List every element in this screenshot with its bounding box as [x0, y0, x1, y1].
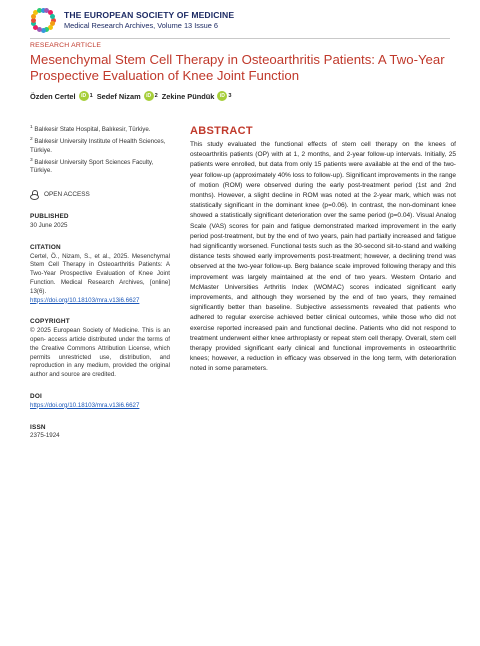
citation-text: Certel, Ö., Nizam, S., et al., 2025. Mesenchymal Stem Cell Therapy in Osteoarthritis Patients: A Two-Year Prospective Evaluation of Knee Joint Function. Medical Research Archives, [online] 13(6). — [30, 252, 170, 295]
citation-doi-link[interactable]: https://doi.org/10.18103/mra.v13i6.6627 — [30, 296, 140, 304]
issn-heading: ISSN — [30, 423, 46, 431]
author-name: Sedef Nizam — [96, 91, 141, 101]
published-heading: PUBLISHED — [30, 213, 69, 221]
copyright-heading: COPYRIGHT — [30, 318, 70, 326]
journal-name: THE EUROPEAN SOCIETY OF MEDICINE — [64, 10, 235, 20]
open-access-label: OPEN ACCESS — [44, 190, 90, 198]
author-name: Özden Certel — [30, 91, 76, 101]
orcid-icon[interactable]: iD — [217, 91, 227, 101]
affiliation: $^1$ Balıkesir State Hospital, Balıkesir, Türkiye. — [30, 125, 151, 134]
affiliation: $^3$ Balıkesir University Sport Sciences Faculty, Türkiye. — [30, 157, 154, 175]
citation-heading: CITATION — [30, 243, 61, 251]
logo-dot — [50, 14, 55, 19]
published-date: 30 June 2025 — [30, 221, 68, 229]
orcid-icon[interactable]: iD — [144, 91, 154, 101]
open-access-badge — [30, 190, 170, 200]
article-title: Mesenchymal Stem Cell Therapy in Osteoarthritis Patients: A Two-Year Prospective Evaluation of Knee Joint Function — [30, 52, 445, 83]
author-affiliation-mark: 2 — [154, 93, 158, 99]
author-name: Zekine Pündük — [161, 91, 215, 101]
affiliation: $^2$ Balıkesir University Institute of Health Sciences, Türkiye. — [30, 136, 166, 154]
author-list — [30, 91, 236, 101]
article-type: RESEARCH ARTICLE — [30, 42, 102, 49]
sidebar-metadata — [30, 124, 170, 441]
doi-heading: DOI — [30, 392, 42, 400]
doi-link[interactable]: https://doi.org/10.18103/mra.v13i6.6627 — [30, 401, 140, 409]
abstract-heading: ABSTRACT — [190, 125, 253, 137]
abstract-text: This study evaluated the functional effects of stem cell therapy on the knees of osteoarthritis patients (OP) with at 1, 2 months, and 2-year follow-up intervals. Initially, 25 patients were enrolled, but data from only 15 patients were available at the end of the two-year follow-up (approximately 40% loss to follow-up). Significant improvements in the range of motion (ROM) were observed during the early post-treatment period (1st and 2nd months). However, a slight decline in ROM was noted at the 2-year mark, which was not statistically significant in the dominant knee (p=0.06). In contrast, the non-dominant knee showed a statistically significant deterioration over the same period (p=0.04). Visual Analog Scale (VAS) scores for pain and fatigue demonstrated marked improvement in the early period post-treatment, but by the end of two years, pain had partially increased and fatigue had significantly worsened. Functional tests such as the 30-second sit-to-stand and walking distance tests showed early improvements post-treatment; however, a declining trend was observed at the two-year follow-up. Berg balance scale improved following therapy and this improvement was largely maintained at the end of two years. Western Ontario and McMaster Universities Arthritis Index (WOMAC) scores indicated significant early improvements, and although they worsened by the end of two years, they remained significantly better than baseline. Subjective assessments revealed that patients who adhered to regular exercise achieved better clinical outcomes, while those who did not exercise reported increased pain and functional decline. Patients who did not respond to treatment underwent either knee arthroplasty or repeat stem cell therapy. Overall, stem cell therapy provided significant early clinical and functional improvements in osteoarthritic knees; however, a reduction in efficacy was observed in the long term, with deterioration noted in some parameters. — [190, 141, 456, 373]
copyright-text: © 2025 European Society of Medicine. This is an open- access article distributed under the terms of the Creative Commons Attribution License, which permits unrestricted use, distribution, and reproduction in any medium, provided the original author and source are credited. — [30, 327, 170, 379]
esm-logo-icon — [30, 7, 56, 33]
open-lock-icon — [30, 190, 39, 200]
author-affiliation-mark: 1 — [89, 93, 93, 99]
journal-header — [30, 4, 234, 36]
journal-issue: Medical Research Archives, Volume 13 Issue 6 — [64, 21, 219, 30]
orcid-icon[interactable]: iD — [79, 91, 89, 101]
issn-value: 2375-1924 — [30, 432, 60, 440]
header-divider — [30, 38, 450, 39]
author-affiliation-mark: 3 — [228, 93, 232, 99]
